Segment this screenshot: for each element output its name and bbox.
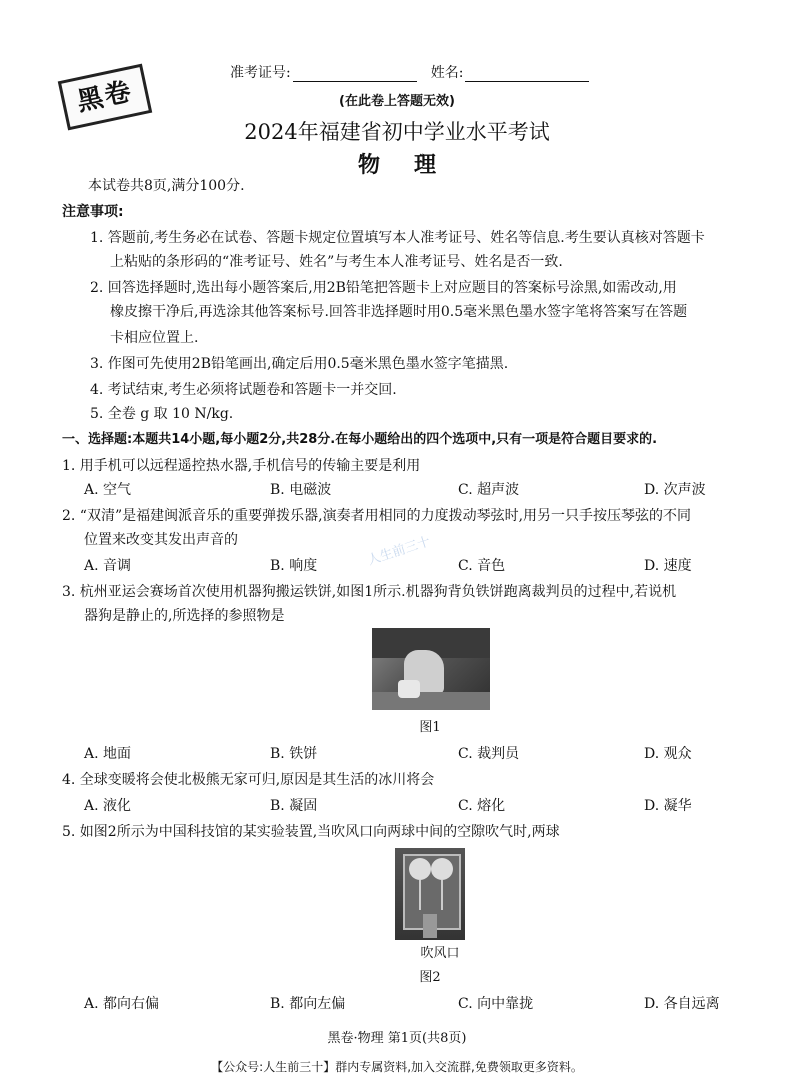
note-1a: 1. 答题前,考生务必在试卷、答题卡规定位置填写本人准考证号、姓名等信息.考生要认真核对答题卡 [90,230,705,246]
q1-stem: 1. 用手机可以远程遥控热水器,手机信号的传输主要是利用 [62,458,421,474]
invalid-answer-notice: (在此卷上答题无效) [339,94,455,109]
q5-option-d: D. 各自远离 [644,996,720,1012]
q1-option-b: B. 电磁波 [270,482,332,498]
q3-option-d: D. 观众 [644,746,692,762]
figure-2-nozzle-label: 吹风口 [420,946,460,961]
black-paper-stamp: 黑卷 [58,64,153,131]
exam-number-blank [293,67,417,82]
figure-1-robot-dog-photo [372,628,490,710]
q1-option-d: D. 次声波 [644,482,706,498]
string-left [419,880,421,910]
q5-option-b: B. 都向左偏 [270,996,346,1012]
note-2b: 橡皮擦干净后,再选涂其他答案标号.回答非选择题时用0.5毫米黑色墨水签字笔将答案写在答题 [110,304,688,320]
string-right [441,880,443,910]
q2-stem-2: 位置来改变其发出声音的 [84,532,238,548]
notes-heading: 注意事项: [62,204,124,220]
q5-option-a: A. 都向右偏 [84,996,160,1012]
q2-option-d: D. 速度 [644,558,692,574]
q2-option-a: A. 音调 [84,558,132,574]
photo-ground [372,692,490,710]
figure-1-caption: 图1 [419,720,441,735]
q4-stem: 4. 全球变暖将会使北极熊无家可归,原因是其生活的冰川将会 [62,772,435,788]
note-2c: 卡相应位置上. [110,330,199,346]
candidate-info-line [230,62,603,82]
note-3: 3. 作图可先使用2B铅笔画出,确定后用0.5毫米黑色墨水签字笔描黑. [90,356,509,372]
q4-option-d: D. 凝华 [644,798,692,814]
figure-2-apparatus-photo [395,848,465,940]
page-footer: 黑卷·物理 第1页(共8页) [327,1031,467,1046]
watermark-logo: 人生前三十 [365,534,433,569]
q4-option-b: B. 凝固 [270,798,318,814]
q3-stem-1: 3. 杭州亚运会赛场首次使用机器狗搬运铁饼,如图1所示.机器狗背负铁饼跑离裁判员的过程中,若说机 [62,584,677,600]
note-5: 5. 全卷 g 取 10 N/kg. [90,406,234,422]
q5-option-c: C. 向中靠拢 [458,996,534,1012]
intro-text: 本试卷共8页,满分100分. [88,178,245,194]
q1-option-a: A. 空气 [84,482,132,498]
name-label: 姓名: [430,65,464,81]
q2-stem-1: 2. “双清”是福建闽派音乐的重要弹拨乐器,演奏者用相同的力度拨动琴弦时,用另一只手按压琴弦的不同 [62,508,692,524]
q5-stem: 5. 如图2所示为中国科技馆的某实验装置,当吹风口向两球中间的空隙吹气时,两球 [62,824,560,840]
q4-option-a: A. 液化 [84,798,132,814]
subject-title: 物理 [357,153,470,178]
q1-option-c: C. 超声波 [458,482,520,498]
note-4: 4. 考试结束,考生必须将试题卷和答题卡一并交回. [90,382,397,398]
q3-option-c: C. 裁判员 [458,746,520,762]
q2-option-c: C. 音色 [458,558,506,574]
air-nozzle [423,914,437,938]
ball-right [431,858,453,880]
q3-stem-2: 器狗是静止的,所选择的参照物是 [84,608,285,624]
q2-option-b: B. 响度 [270,558,318,574]
discus [398,680,420,698]
note-1b: 上粘贴的条形码的“准考证号、姓名”与考生本人准考证号、姓名是否一致. [110,254,563,270]
section-1-heading: 一、选择题:本题共14小题,每小题2分,共28分.在每小题给出的四个选项中,只有一项是符合题目要求的. [62,432,658,447]
ball-left [409,858,431,880]
figure-2-caption: 图2 [419,970,441,985]
q3-option-a: A. 地面 [84,746,132,762]
note-2a: 2. 回答选择题时,选出每小题答案后,用2B铅笔把答题卡上对应题目的答案标号涂黑,如需改动,用 [90,280,677,296]
q4-option-c: C. 熔化 [458,798,506,814]
name-blank [465,67,589,82]
promo-bar: 【公众号:人生前三十】群内专属资料,加入交流群,免费领取更多资料。 [211,1060,583,1074]
exam-title: 2024年福建省初中学业水平考试 [244,120,550,144]
q3-option-b: B. 铁饼 [270,746,318,762]
exam-number-label: 准考证号: [230,65,291,81]
